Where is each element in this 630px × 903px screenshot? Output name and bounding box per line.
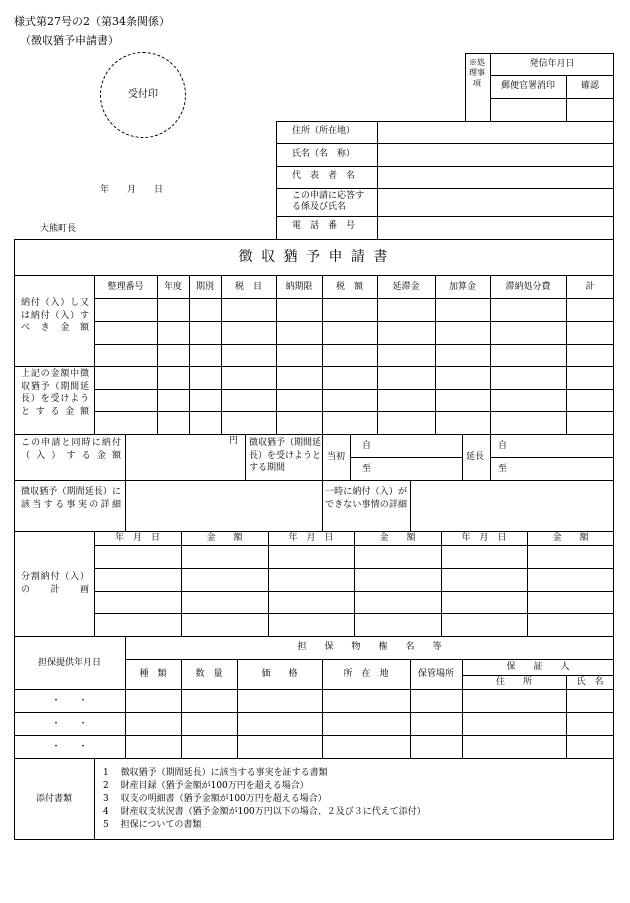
- col-header-total: 計: [585, 282, 595, 292]
- attachment-item: 1 徴収猶予（期間延長）に該当する事実を証する書類: [103, 768, 328, 778]
- yen-unit: 円: [229, 436, 239, 446]
- confirm-label: 確認: [580, 81, 599, 91]
- initial-to: 至: [362, 464, 372, 474]
- collateral-date-label: 担保提供年月日: [37, 658, 101, 668]
- installment-date-header-3: 年 月 日: [461, 533, 507, 543]
- col-header-late-fee: 延滞金: [392, 282, 420, 292]
- deferral-facts-label: 徴収猶予（期間延長）に該当する事実の詳細: [21, 487, 121, 510]
- sent-date-label: 発信年月日: [529, 59, 575, 69]
- extension-to: 至: [498, 464, 508, 474]
- postmark-label: 郵便官署消印: [500, 81, 555, 91]
- attachments-label: 添付書類: [35, 794, 72, 804]
- col-header-additional-tax: 加算金: [448, 282, 476, 292]
- installment-amount-header-2: 金 額: [379, 533, 416, 543]
- col-header-tax-amount: 税 額: [335, 282, 363, 292]
- guarantor-header: 保 証 人: [506, 662, 570, 672]
- collateral-group-header: 担 保 物 権 名 等: [297, 642, 442, 652]
- col-header-reference: 整理番号: [107, 282, 144, 292]
- installment-date-header-1: 年 月 日: [114, 533, 160, 543]
- extension-label: 延長: [466, 452, 485, 462]
- name-label: 氏名（名 称）: [292, 149, 356, 159]
- phone-label: 電 話 番 号: [292, 221, 356, 231]
- guarantor-name-header: 氏 名: [576, 677, 604, 687]
- stamp-label: 受付印: [128, 89, 158, 100]
- extension-from: 自: [498, 441, 508, 451]
- deferral-period-label: 徴収猶予（期間延長）を受けようとする期間: [249, 438, 322, 474]
- collateral-quantity-header: 数 量: [195, 669, 223, 679]
- collateral-date-row-2: ・ ・: [51, 719, 88, 729]
- date-label: 年 月 日: [100, 185, 164, 195]
- row-label-payable-amount: 納付（入）し又は納付（入）すべき金額: [21, 298, 89, 334]
- attachment-item: 4 財産収支状況書（猶予金額が100万円以下の場合、２及び３に代えて添付）: [103, 807, 426, 817]
- col-header-period: 期別: [195, 282, 214, 292]
- reception-stamp-circle: [100, 52, 186, 138]
- collateral-date-row-1: ・ ・: [51, 696, 88, 706]
- installment-date-header-2: 年 月 日: [288, 533, 334, 543]
- attachment-item: 5 担保についての書類: [103, 820, 202, 830]
- initial-label: 当初: [327, 452, 346, 462]
- row-label-deferral-amount: 上記の金額中徴収猶予（期間延長）を受けようとする金額: [21, 369, 89, 417]
- collateral-price-header: 価 格: [261, 669, 298, 679]
- col-header-tax-item: 税 目: [234, 282, 262, 292]
- office-side-label: ※処理事項: [469, 58, 485, 88]
- form-number: 様式第27号の2（第34条関係）: [14, 15, 170, 28]
- attachment-item: 3 収支の明細書（猶予金額が100万円を超える場合）: [103, 794, 327, 804]
- recipient: 大熊町長: [40, 224, 77, 234]
- col-header-disposition-cost: 滞納処分費: [505, 282, 551, 292]
- collateral-kind-header: 種 類: [139, 669, 167, 679]
- installment-amount-header-1: 金 額: [206, 533, 243, 543]
- concurrent-payment-label: この申請と同時に納付（入）する金額: [21, 438, 121, 461]
- inability-reason-label: 一時に納付（入）ができない事情の詳細: [325, 487, 407, 510]
- guarantor-address-header: 住 所: [495, 677, 532, 687]
- attachment-item: 2 財産目録（猶予金額が100万円を超える場合）: [103, 781, 309, 791]
- contact-person-label: この申請に応答する係及び氏名: [292, 191, 365, 212]
- collateral-date-row-3: ・ ・: [51, 742, 88, 752]
- installment-amount-header-3: 金 額: [552, 533, 589, 543]
- representative-label: 代 表 者 名: [292, 171, 356, 181]
- collateral-storage-header: 保管場所: [417, 669, 454, 679]
- form-name: （徴収猶予申請書）: [20, 34, 119, 47]
- form-title: 徴 収 猶 予 申 請 書: [238, 249, 390, 265]
- collateral-location-header: 所 在 地: [343, 669, 389, 679]
- col-header-due-date: 納期限: [285, 282, 313, 292]
- installment-plan-label: 分割納付（入）の計画: [21, 572, 89, 596]
- col-header-year: 年度: [163, 282, 182, 292]
- address-label: 住所（所在地）: [292, 126, 356, 136]
- initial-from: 自: [362, 441, 372, 451]
